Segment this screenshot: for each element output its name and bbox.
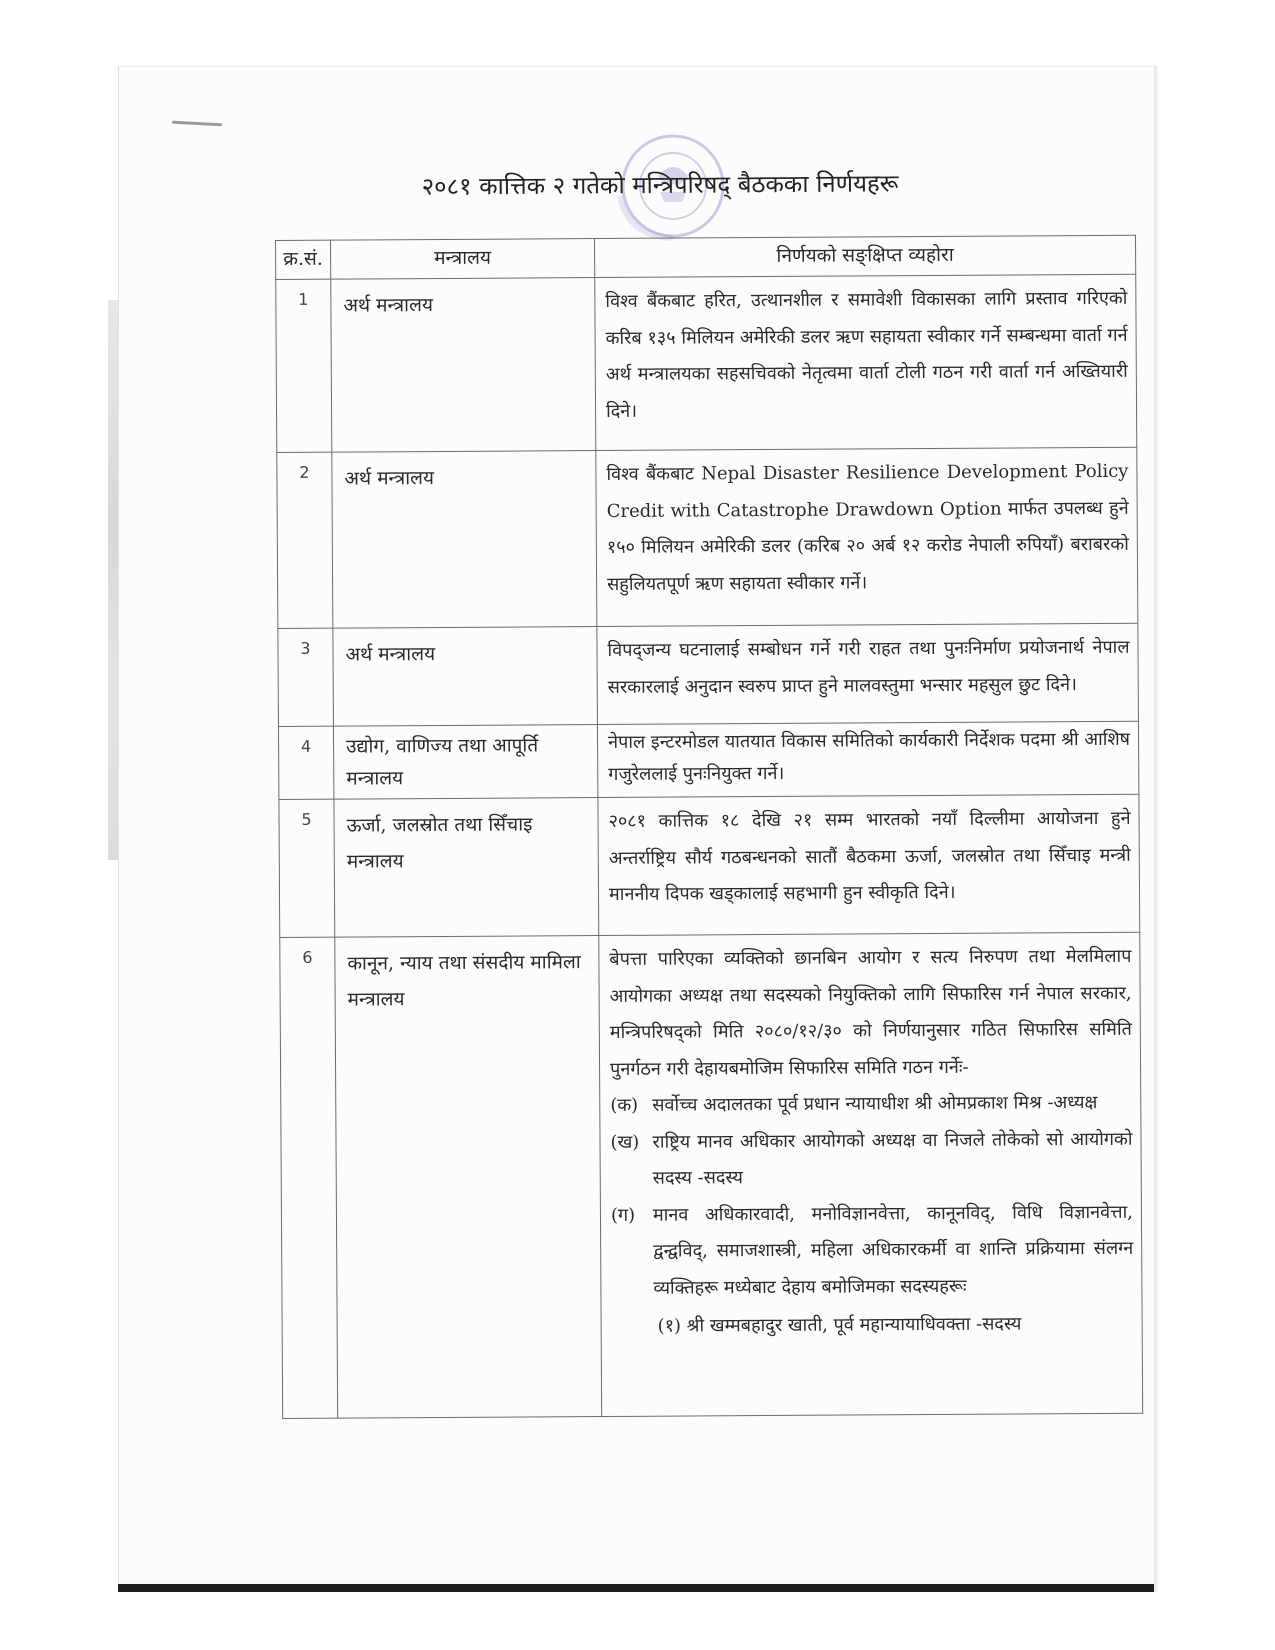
table-row [280,932,1143,1418]
item-text: मानव अधिकारवादी, मनोविज्ञानवेत्ता, कानूनविद्, विधि विज्ञानवेत्ता, द्वन्द्वविद्, समाजशास्त्री, महिला अधिकारकर्मी वा शान्ति प्रक्रियामा संलग्न व्यक्तिहरू मध्येबाट देहाय बमोजिमका सदस्यहरूः [652,1201,1134,1299]
item-label: (ख) [610,1131,640,1153]
table-header-row [276,235,1136,279]
page-title: २०८१ कात्तिक २ गतेको मन्त्रिपरिषद् बैठकका निर्णयहरू [421,169,899,201]
scan-shadow [108,300,118,860]
row-sn: 1 [276,279,332,452]
row-summary: बेपत्ता पारिएका व्यक्तिको छानबिन आयोग र सत्य निरुपण तथा मेलमिलाप आयोगका अध्यक्ष तथा सदस्यको नियुक्तिको लागि सिफारिस गर्न नेपाल सरकार, मन्त्रिपरिषद्को मिति २०८०/१२/३० को निर्णयानुसार गठित सिफारिस समिति पुनर्गठन गरी देहायबमोजिम सिफारिस समिति गठन गर्नेः- [609,945,1132,1080]
table-row [278,721,1138,799]
row-ministry: उद्योग, वाणिज्य तथा आपूर्ति मन्त्रालय [333,725,597,800]
table-row [278,623,1139,726]
row-ministry: ऊर्जा, जलस्रोत तथा सिँचाइ मन्त्रालय [334,798,599,938]
table-row [279,794,1140,937]
row-ministry: कानून, न्याय तथा संसदीय मामिला मन्त्रालय [335,936,602,1419]
scan-margin [0,0,118,1650]
header-sn: क्र.सं. [276,240,331,279]
row-summary: विश्व बैंकबाट हरित, उत्थानशील र समावेशी विकासका लागि प्रस्ताव गरिएको करिब १३५ मिलियन अमेरिकी डलर ऋण सहायता स्वीकार गर्ने सम्बन्धमा वार्ता गर्न अर्थ मन्त्रालयका सहसचिवको नेतृत्वमा वार्ता टोली गठन गरी वार्ता गर्न अख्तियारी दिने। [595,274,1137,450]
table-row [276,274,1137,452]
table-row [277,447,1138,628]
row-summary: विश्व बैंकबाट Nepal Disaster Resilience Development Policy Credit with Catastrophe Drawdown Option मार्फत उपलब्ध हुने १५० मिलियन अमेरिकी डलर (करिब २० अर्ब १२ करोड नेपाली रुपियाँ) बराबरको सहुलियतपूर्ण ऋण सहायता स्वीकार गर्ने। [596,447,1138,626]
row-summary: २०८१ कात्तिक १८ देखि २१ सम्म भारतको नयाँ दिल्लीमा आयोजना हुने अन्तर्राष्ट्रिय सौर्य गठबन्धनको सातौं बैठकमा ऊर्जा, जलस्रोत तथा सिँचाइ मन्त्री माननीय दिपक खड्कालाई सहभागी हुन स्वीकृति दिने। [598,794,1140,935]
scan-bottom-edge [118,1584,1154,1592]
row-sn: 4 [278,726,333,799]
row-ministry: अर्थ मन्त्रालय [331,278,596,453]
item-label: (क) [610,1094,639,1116]
row-ministry: अर्थ मन्त्रालय [333,627,598,727]
row-summary: विपद्जन्य घटनालाई सम्बोधन गर्ने गरी राहत तथा पुनःनिर्माण प्रयोजनार्थ नेपाल सरकारलाई अनुदान स्वरुप प्राप्त हुने मालवस्तुमा भन्सार महसुल छुट दिने। [597,623,1139,724]
list-item [611,1194,1134,1307]
row-summary-complex [599,932,1143,1416]
item-text: सर्वोच्च अदालतका पूर्व प्रधान न्यायाधीश श्री ओमप्रकाश मिश्र -अध्यक्ष [652,1091,1098,1116]
item-label: (ग) [610,1204,636,1226]
row-ministry: अर्थ मन्त्रालय [332,451,597,629]
header-summary: निर्णयको सङ्क्षिप्त व्यहोरा [594,235,1135,277]
decisions-table [275,235,1143,1419]
list-item [610,1085,1132,1125]
row-sn: 2 [277,452,333,628]
sub-list-item: (१) श्री खम्मबहादुर खाती, पूर्व महान्यायाधिवक्ता -सदस्य [657,1313,1022,1337]
row-sn: 6 [280,937,338,1418]
row-sn: 5 [279,799,335,937]
row-sn: 3 [278,628,334,726]
header-ministry: मन्त्रालय [331,239,595,280]
list-item [610,1121,1132,1197]
page-edge [1154,66,1158,1592]
decisions-table-wrapper [275,235,1143,1419]
row-summary: नेपाल इन्टरमोडल यातयात विकास समितिको कार्यकारी निर्देशक पदमा श्री आशिष गजुरेललाई पुनःनियुक्त गर्ने। [597,721,1138,797]
item-text: राष्ट्रिय मानव अधिकार आयोगको अध्यक्ष वा निजले तोकेको सो आयोगको सदस्य -सदस्य [652,1128,1133,1189]
